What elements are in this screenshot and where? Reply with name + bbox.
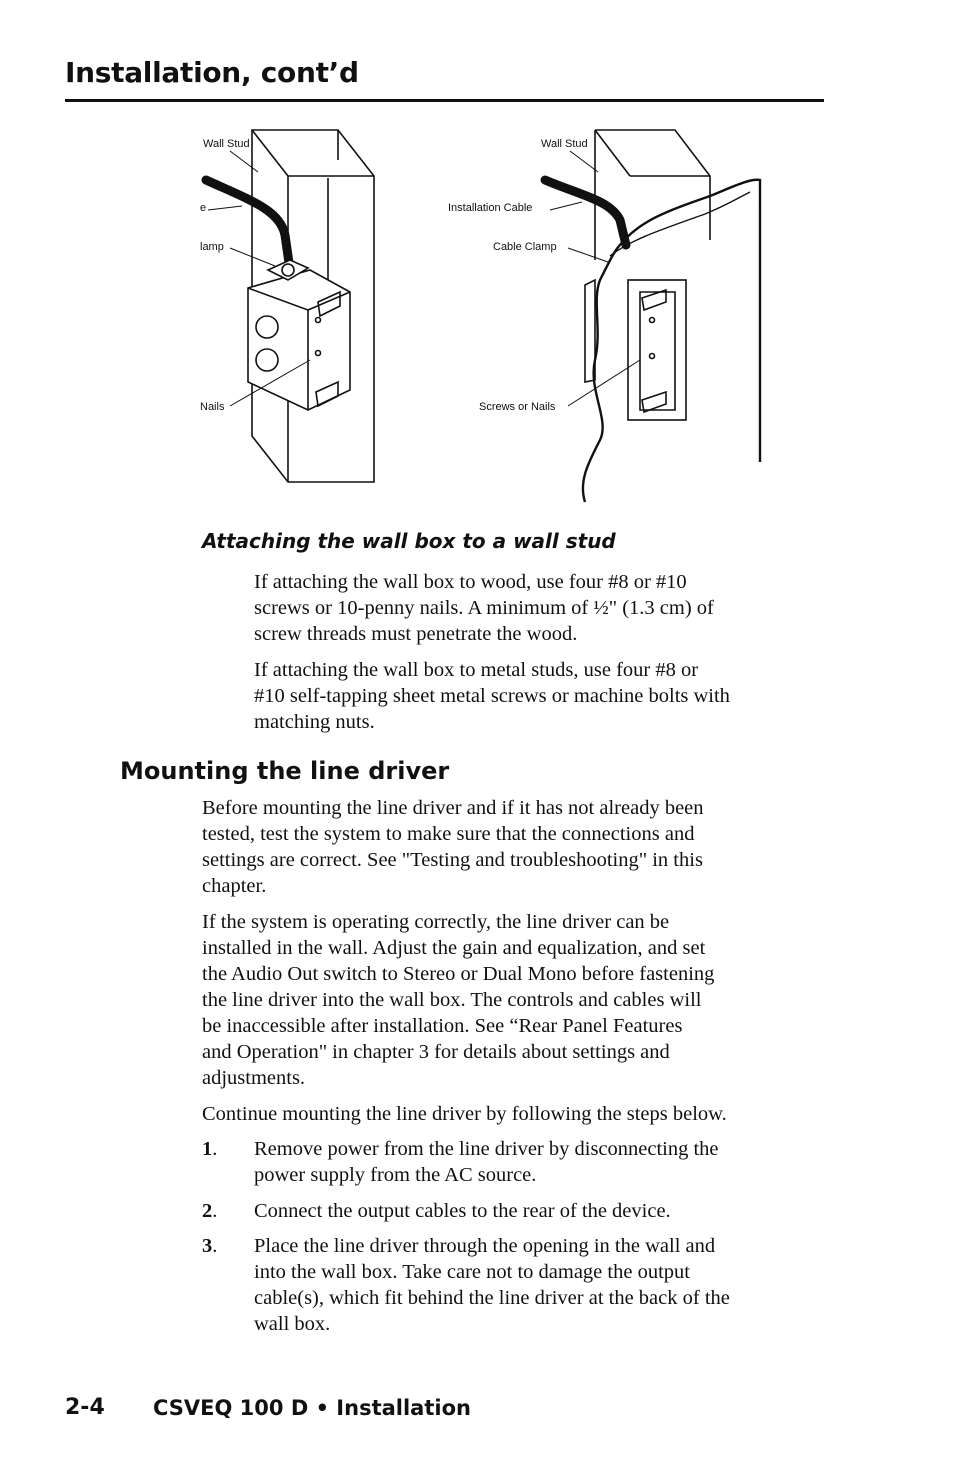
text-line: adjustments. <box>202 1067 306 1089</box>
attach-subheading: Attaching the wall box to a wall stud <box>202 529 616 553</box>
step-3-text <box>254 1233 730 1337</box>
text-line: Connect the output cables to the rear of the device. <box>254 1200 671 1222</box>
right-cable-leader <box>550 202 582 210</box>
left-wall-stud-label: Wall Stud <box>203 138 250 150</box>
text-line: Continue mounting the line driver by following the steps below. <box>202 1103 727 1125</box>
mounting-paragraph-2 <box>202 909 714 1091</box>
mounting-paragraph-1 <box>202 795 704 899</box>
step-1-number: 1. <box>202 1138 218 1160</box>
right-installation-cable-label: Installation Cable <box>448 202 533 214</box>
text-line: installed in the wall. Adjust the gain and equalization, and set <box>202 937 706 959</box>
text-line: the Audio Out switch to Stereo or Dual Mono before fastening <box>202 963 715 985</box>
text-line: be inaccessible after installation. See “Rear Panel Features <box>202 1015 683 1037</box>
text-line: chapter. <box>202 875 267 897</box>
text-line: Before mounting the line driver and if it has not already been <box>202 797 704 819</box>
text-line: wall box. <box>254 1313 331 1335</box>
text-line: #10 self-tapping sheet metal screws or machine bolts with <box>254 685 730 707</box>
left-cable-clamp-label: lamp <box>200 241 224 253</box>
page-header-title: Installation, cont’d <box>65 56 359 89</box>
step-2-number: 2. <box>202 1200 218 1222</box>
header-rule <box>65 99 824 102</box>
text-line: If the system is operating correctly, the line driver can be <box>202 911 670 933</box>
right-cable-clamp-label: Cable Clamp <box>493 241 557 253</box>
text-line: screws or 10-penny nails. A minimum of ½" (1.3 cm) of <box>254 597 714 619</box>
wall-box-figure <box>190 120 780 520</box>
attach-paragraph-2 <box>254 657 730 735</box>
text-line: power supply from the AC source. <box>254 1164 537 1186</box>
text-line: matching nuts. <box>254 711 375 733</box>
right-wall-stud-label: Wall Stud <box>541 138 588 150</box>
attach-paragraph-1 <box>254 569 714 647</box>
right-wall-stud-leader <box>570 151 598 172</box>
text-line: the line driver into the wall box. The controls and cables will <box>202 989 702 1011</box>
left-screws-nails-label: Nails <box>200 401 225 413</box>
text-line: cable(s), which fit behind the line driver at the back of the <box>254 1287 730 1309</box>
step-3-number: 3. <box>202 1235 218 1257</box>
text-line: and Operation" in chapter 3 for details about settings and <box>202 1041 670 1063</box>
right-screws-nails-label: Screws or Nails <box>479 401 556 413</box>
mounting-paragraph-3 <box>202 1101 727 1127</box>
right-clamp-leader <box>568 248 608 262</box>
left-panel-illustration <box>206 130 374 482</box>
left-installation-cable-label: e <box>200 202 207 214</box>
left-cable-leader <box>208 206 242 210</box>
step-1-text <box>254 1136 719 1188</box>
wall-box-illustration <box>190 120 780 520</box>
step-2-text <box>254 1198 671 1224</box>
text-line: into the wall box. Take care not to damage the output <box>254 1261 690 1283</box>
text-line: If attaching the wall box to metal studs, use four #8 or <box>254 659 699 681</box>
text-line: If attaching the wall box to wood, use four #8 or #10 <box>254 571 687 593</box>
text-line: tested, test the system to make sure that the connections and <box>202 823 695 845</box>
footer-page-number: 2-4 <box>65 1395 105 1420</box>
text-line: screw threads must penetrate the wood. <box>254 623 578 645</box>
text-line: settings are correct. See "Testing and troubleshooting" in this <box>202 849 703 871</box>
mounting-section-heading: Mounting the line driver <box>120 757 450 785</box>
text-line: Place the line driver through the opening in the wall and <box>254 1235 716 1257</box>
text-line: Remove power from the line driver by disconnecting the <box>254 1138 719 1160</box>
footer-text: CSVEQ 100 D • Installation <box>153 1396 471 1420</box>
right-panel-illustration <box>545 130 760 502</box>
